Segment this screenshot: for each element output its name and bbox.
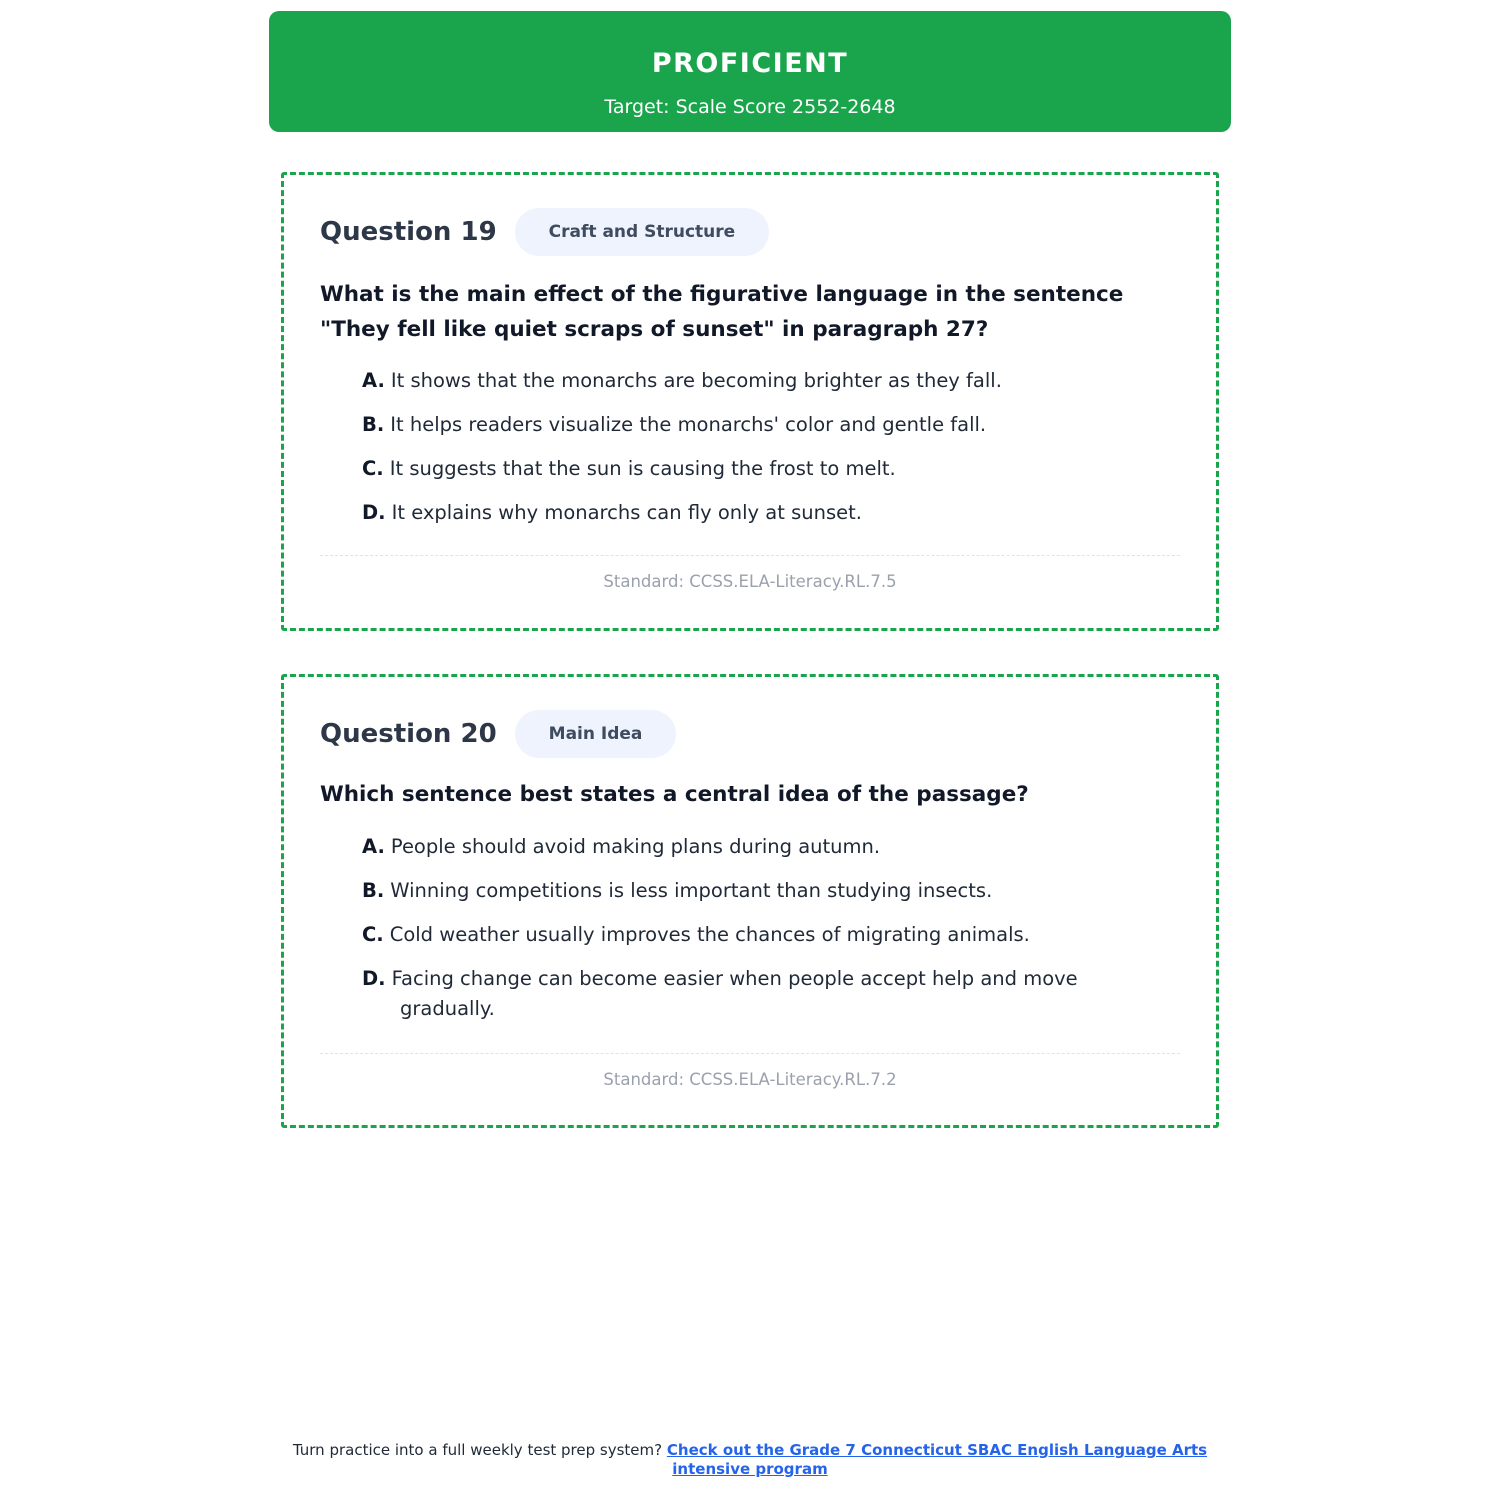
answer-option-d[interactable] (362, 498, 1152, 528)
question-number: Question 20 (320, 719, 497, 749)
option-letter: B. (362, 879, 385, 902)
answer-options (362, 832, 1152, 1038)
question-card-19 (281, 172, 1219, 631)
answer-option-c[interactable] (362, 454, 1152, 484)
option-letter: B. (362, 413, 385, 436)
standard-label: Standard: CCSS.ELA-Literacy.RL.7.2 (603, 1070, 897, 1089)
option-text: Facing change can become easier when people accept help and move (391, 967, 1078, 990)
question-prompt: What is the main effect of the figurative language in the sentence "They fell like quiet scraps of sunset" in paragraph 27? (320, 282, 1124, 342)
question-card-20 (281, 674, 1219, 1128)
footer-text: Turn practice into a full weekly test prep system? (292, 1441, 663, 1459)
option-letter: A. (362, 835, 385, 858)
answer-option-c[interactable] (362, 920, 1152, 950)
option-letter: A. (362, 369, 385, 392)
question-header (320, 710, 676, 758)
option-text: It shows that the monarchs are becoming brighter as they fall. (390, 369, 1002, 392)
program-link[interactable]: Check out the Grade 7 Connecticut SBAC English Language Arts intensive program (666, 1441, 1208, 1478)
question-prompt: Which sentence best states a central idea of the passage? (320, 782, 1029, 807)
skill-tag: Craft and Structure (515, 208, 770, 256)
answer-option-b[interactable] (362, 410, 1152, 440)
answer-option-d[interactable] (362, 964, 1152, 1024)
answer-options (362, 366, 1152, 542)
banner-title: PROFICIENT (651, 48, 849, 79)
option-letter: C. (362, 457, 384, 480)
banner-subtitle: Target: Scale Score 2552-2648 (604, 96, 896, 118)
option-text: It explains why monarchs can fly only at sunset. (391, 501, 862, 524)
option-letter: C. (362, 923, 384, 946)
footer-promo (280, 1441, 1220, 1479)
divider (320, 555, 1180, 556)
question-header (320, 208, 769, 256)
divider (320, 1053, 1180, 1054)
option-text: People should avoid making plans during autumn. (390, 835, 881, 858)
answer-option-b[interactable] (362, 876, 1152, 906)
question-number: Question 19 (320, 217, 497, 247)
skill-tag: Main Idea (515, 710, 677, 758)
proficiency-banner (269, 11, 1231, 132)
option-letter: D. (362, 501, 386, 524)
option-letter: D. (362, 967, 386, 990)
option-text: It suggests that the sun is causing the frost to melt. (389, 457, 896, 480)
option-text: Cold weather usually improves the chances of migrating animals. (389, 923, 1030, 946)
answer-option-a[interactable] (362, 366, 1152, 396)
option-text: Winning competitions is less important than studying insects. (390, 879, 993, 902)
standard-label: Standard: CCSS.ELA-Literacy.RL.7.5 (603, 572, 897, 591)
option-text-continuation: gradually. (400, 997, 495, 1020)
option-text: It helps readers visualize the monarchs' color and gentle fall. (390, 413, 987, 436)
answer-option-a[interactable] (362, 832, 1152, 862)
